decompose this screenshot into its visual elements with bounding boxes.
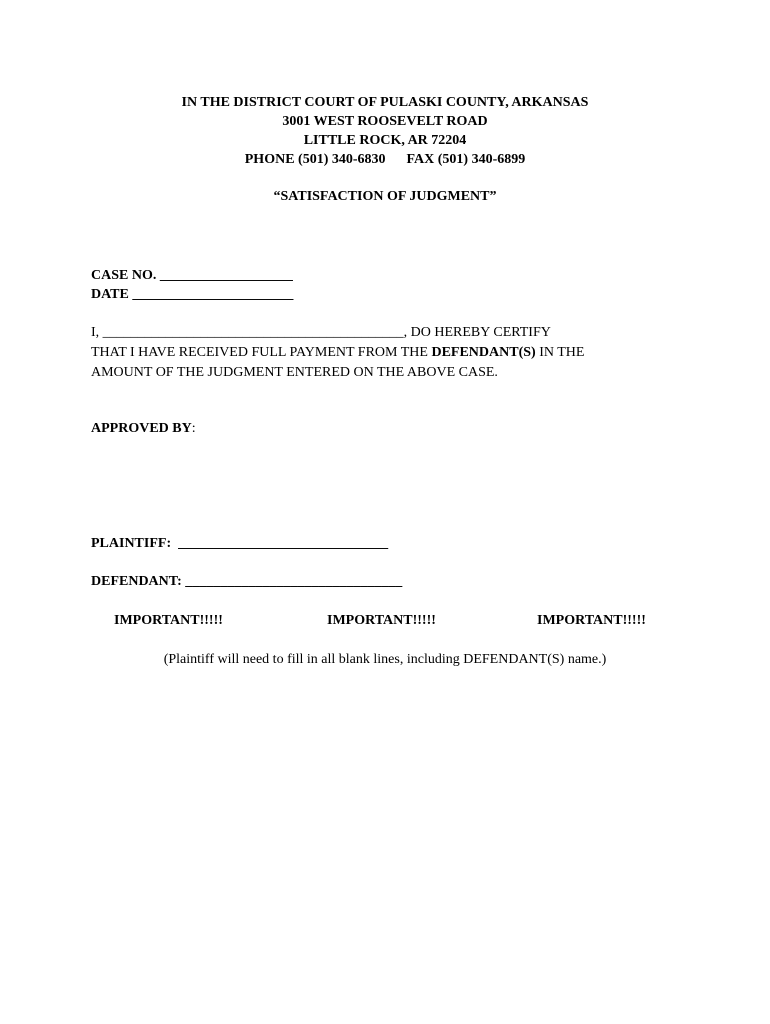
document-title: “SATISFACTION OF JUDGMENT” (273, 189, 497, 204)
court-street-address: 3001 WEST ROOSEVELT ROAD (282, 114, 488, 129)
defendant-field: DEFENDANT: _______________________________ (91, 574, 403, 589)
certify-line-3: AMOUNT OF THE JUDGMENT ENTERED ON THE ABOVE CASE. (91, 365, 498, 380)
approved-by-colon: : (191, 421, 196, 436)
certify-line-2-start: THAT I HAVE RECEIVED FULL PAYMENT FROM THE (91, 345, 432, 360)
court-name: IN THE DISTRICT COURT OF PULASKI COUNTY, ARKANSAS (181, 95, 589, 110)
certify-line-2 (91, 343, 691, 363)
court-city-state-zip: LITTLE ROCK, AR 72204 (303, 133, 467, 148)
instruction-note: (Plaintiff will need to fill in all blank lines, including DEFENDANT(S) name.) (163, 652, 607, 667)
defendants-emphasis: DEFENDANT(S) (431, 345, 536, 360)
plaintiff-field: PLAINTIFF: ______________________________ (91, 536, 389, 551)
court-header (0, 93, 770, 169)
date-field: DATE _______________________ (91, 287, 294, 302)
important-notice-2: IMPORTANT!!!!! (327, 613, 436, 628)
important-notice-3: IMPORTANT!!!!! (537, 613, 646, 628)
certify-line-2-end: IN THE (535, 345, 585, 360)
case-number-field: CASE NO. ___________________ (91, 268, 293, 283)
case-info-block (91, 266, 293, 304)
approved-by-label: APPROVED BY (91, 421, 192, 436)
court-phone-fax: PHONE (501) 340-6830 FAX (501) 340-6899 (244, 152, 526, 167)
certification-paragraph (91, 323, 691, 383)
certify-line-1: I, ___________________________________________, DO HEREBY CERTIFY (91, 325, 551, 340)
approved-by (91, 421, 196, 437)
important-notice-1: IMPORTANT!!!!! (114, 613, 223, 628)
